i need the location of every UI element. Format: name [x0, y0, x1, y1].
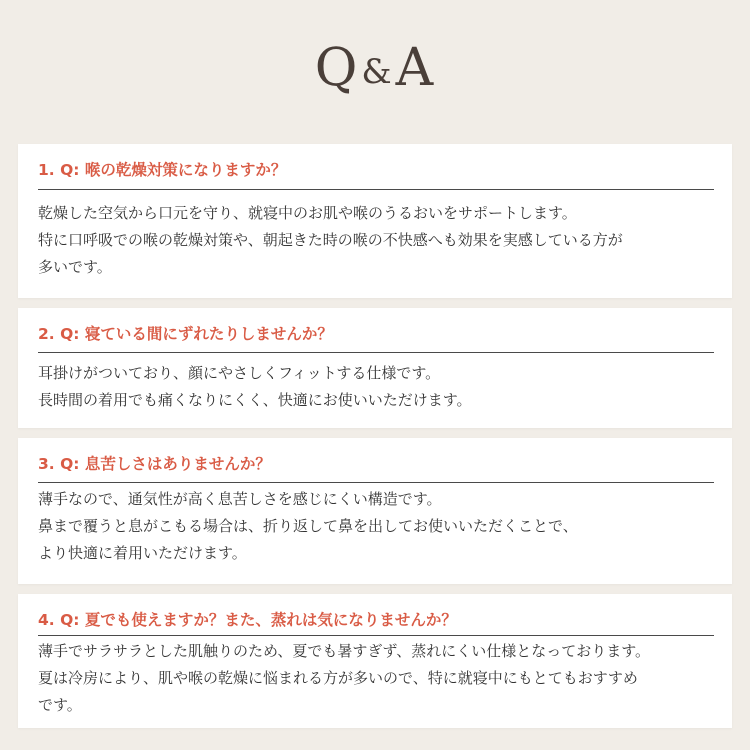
qa-answer-1-line-3: 多いです。: [38, 258, 112, 276]
qa-answer-4-line-2: 夏は冷房により、肌や喉の乾燥に悩まれる方が多いので、特に就寝中にもとてもおすすめ: [38, 669, 638, 687]
qa-divider-3: [38, 482, 714, 483]
title-a: A: [395, 38, 436, 98]
title-q: Q: [314, 38, 360, 98]
qa-card-2: [18, 308, 732, 428]
qa-divider-4: [38, 635, 714, 636]
qa-answer-2: [38, 360, 720, 414]
qa-question-1: 1. Q: 喉の乾燥対策になりますか？: [38, 161, 287, 179]
qa-question-4: 4. Q: 夏でも使えますか？また、蒸れは気になりませんか？: [38, 611, 457, 629]
qa-answer-3: [38, 486, 720, 567]
qa-answer-3-line-2: 鼻まで覆うと息がこもる場合は、折り返して鼻を出してお使いいただくことで、: [38, 517, 578, 535]
qa-answer-4: [38, 638, 720, 719]
qa-divider-2: [38, 352, 714, 353]
title-ampersand: &: [361, 52, 394, 92]
qa-answer-1-line-2: 特に口呼吸での喉の乾燥対策や、朝起きた時の喉の不快感へも効果を実感している方が: [38, 231, 623, 249]
qa-card-3: [18, 438, 732, 584]
qa-answer-3-line-3: より快適に着用いただけます。: [38, 544, 247, 562]
qa-answer-1: [38, 200, 720, 281]
qa-question-2: 2. Q: 寝ている間にずれたりしませんか？: [38, 325, 333, 343]
qa-answer-4-line-3: です。: [38, 696, 82, 714]
qa-answer-3-line-1: 薄手なので、通気性が高く息苦しさを感じにくい構造です。: [38, 490, 442, 508]
page-title: [0, 38, 750, 98]
qa-divider-1: [38, 189, 714, 190]
qa-answer-2-line-1: 耳掛けがついており、顔にやさしくフィットする仕様です。: [38, 364, 441, 382]
qa-answer-1-line-1: 乾燥した空気から口元を守り、就寝中のお肌や喉のうるおいをサポートします。: [38, 204, 577, 222]
qa-card-4: [18, 594, 732, 728]
qa-answer-4-line-1: 薄手でサラサラとした肌触りのため、夏でも暑すぎず、蒸れにくい仕様となっております。: [38, 642, 651, 660]
qa-question-3: 3. Q: 息苦しさはありませんか？: [38, 455, 271, 473]
qa-answer-2-line-2: 長時間の着用でも痛くなりにくく、快適にお使いいただけます。: [38, 391, 472, 409]
qa-card-1: [18, 144, 732, 298]
